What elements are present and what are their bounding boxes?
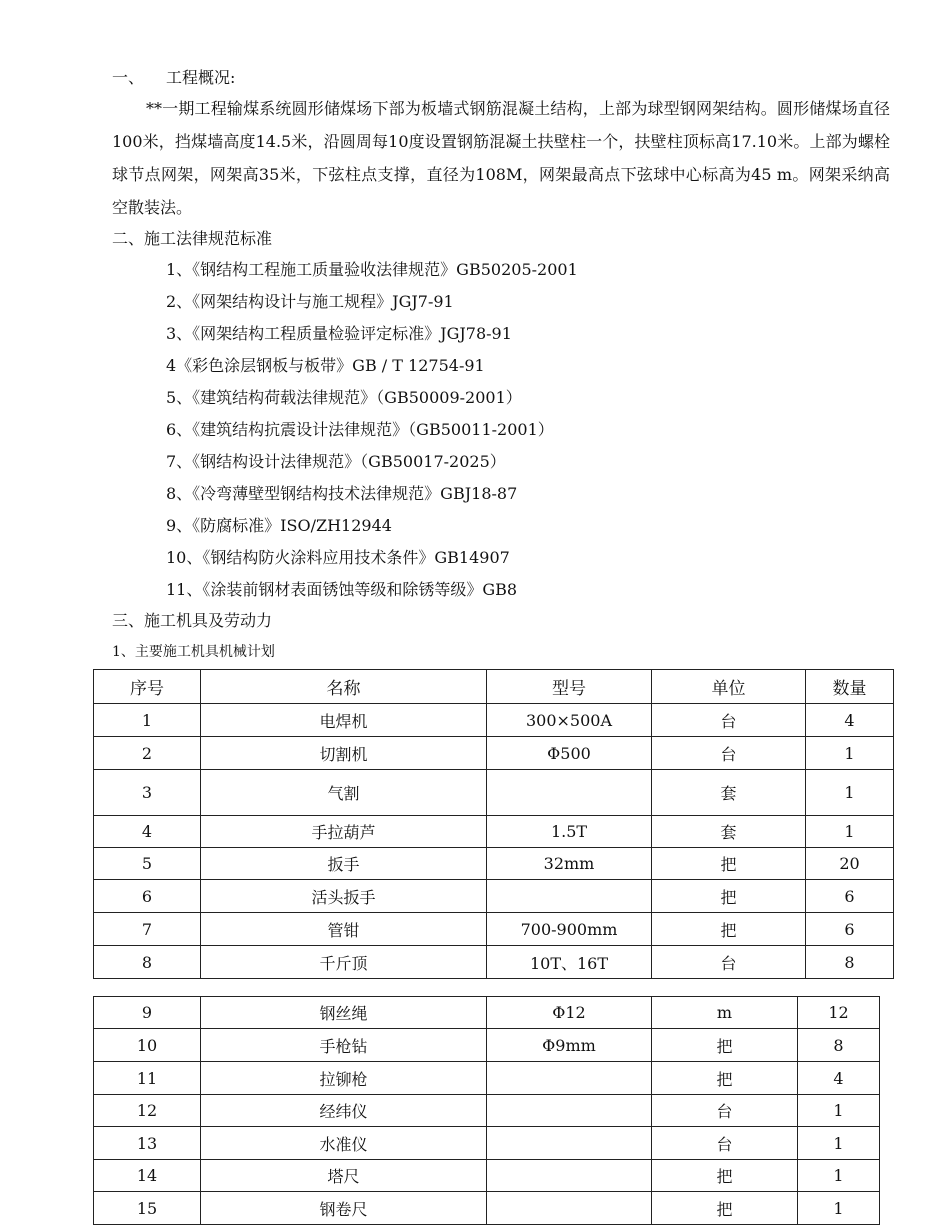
cell-model: [487, 1192, 652, 1225]
cell-name: 千斤顶: [201, 946, 487, 979]
cell-name: 水准仪: [201, 1127, 487, 1160]
cell-quantity: 6: [806, 913, 894, 946]
equipment-table-part2: [93, 996, 880, 1225]
cell-name: 气割: [201, 770, 487, 816]
cell-model: Φ12: [487, 997, 652, 1029]
cell-model: Φ500: [487, 737, 652, 770]
table-row: [94, 1029, 880, 1062]
table-header-cell: 数量: [806, 670, 894, 704]
cell-name: 手拉葫芦: [201, 816, 487, 848]
table-row: [94, 816, 894, 848]
cell-quantity: 4: [806, 704, 894, 737]
cell-model: [487, 880, 652, 913]
section-1-paragraph: [112, 92, 890, 224]
cell-unit: 台: [652, 946, 806, 979]
table-row: [94, 848, 894, 880]
table-row: [94, 997, 880, 1029]
section-1-title: 工程概况:: [166, 68, 236, 87]
cell-quantity: 8: [798, 1029, 880, 1062]
cell-model: 1.5T: [487, 816, 652, 848]
cell-quantity: 1: [806, 737, 894, 770]
cell-index: 9: [94, 997, 201, 1029]
standard-item: 10、《钢结构防火涂料应用技术条件》GB14907: [166, 548, 510, 567]
standard-item: 5、《建筑结构荷载法律规范》（GB50009-2001）: [166, 388, 522, 407]
cell-unit: 把: [652, 1160, 798, 1192]
table-row: [94, 770, 894, 816]
table-row: [94, 1192, 880, 1225]
cell-quantity: 4: [798, 1062, 880, 1095]
cell-name: 塔尺: [201, 1160, 487, 1192]
cell-quantity: 8: [806, 946, 894, 979]
cell-index: 7: [94, 913, 201, 946]
cell-model: 32mm: [487, 848, 652, 880]
cell-unit: 把: [652, 1029, 798, 1062]
table-row: [94, 1062, 880, 1095]
cell-quantity: 12: [798, 997, 880, 1029]
cell-quantity: 1: [798, 1127, 880, 1160]
cell-model: Φ9mm: [487, 1029, 652, 1062]
table-row: [94, 913, 894, 946]
standard-item: 8、《冷弯薄壁型钢结构技术法律规范》GBJ18-87: [166, 484, 518, 503]
cell-model: [487, 1127, 652, 1160]
cell-index: 12: [94, 1095, 201, 1127]
cell-quantity: 1: [798, 1160, 880, 1192]
cell-name: 经纬仪: [201, 1095, 487, 1127]
cell-name: 活头扳手: [201, 880, 487, 913]
cell-name: 扳手: [201, 848, 487, 880]
cell-model: 300×500A: [487, 704, 652, 737]
cell-quantity: 20: [806, 848, 894, 880]
cell-index: 15: [94, 1192, 201, 1225]
standard-item: 11、《涂装前钢材表面锈蚀等级和除锈等级》GB8: [166, 580, 518, 599]
cell-model: [487, 1062, 652, 1095]
cell-quantity: 1: [806, 816, 894, 848]
section-3-title: 三、施工机具及劳动力: [112, 611, 273, 630]
table-row: [94, 1095, 880, 1127]
standard-item: 7、《钢结构设计法律规范》（GB50017-2025）: [166, 452, 506, 471]
cell-name: 切割机: [201, 737, 487, 770]
cell-index: 2: [94, 737, 201, 770]
standard-item: 6、《建筑结构抗震设计法律规范》（GB50011-2001）: [166, 420, 554, 439]
cell-index: 14: [94, 1160, 201, 1192]
cell-quantity: 1: [798, 1192, 880, 1225]
cell-unit: 把: [652, 1062, 798, 1095]
table-header-row: [94, 670, 894, 704]
cell-unit: 套: [652, 770, 806, 816]
cell-unit: 台: [652, 1095, 798, 1127]
cell-unit: 把: [652, 848, 806, 880]
table-row: [94, 946, 894, 979]
cell-unit: 把: [652, 880, 806, 913]
table-row: [94, 704, 894, 737]
cell-model: 700-900mm: [487, 913, 652, 946]
cell-model: [487, 1095, 652, 1127]
table-header-cell: 序号: [94, 670, 201, 704]
cell-unit: m: [652, 997, 798, 1029]
cell-index: 1: [94, 704, 201, 737]
cell-name: 拉铆枪: [201, 1062, 487, 1095]
section-1-number: 一、: [112, 68, 145, 87]
equipment-table-part1: [93, 669, 894, 979]
cell-index: 10: [94, 1029, 201, 1062]
cell-model: 10T、16T: [487, 946, 652, 979]
cell-unit: 台: [652, 1127, 798, 1160]
cell-quantity: 1: [798, 1095, 880, 1127]
standard-item: 9、《防腐标准》ISO/ZH12944: [166, 516, 392, 535]
cell-index: 8: [94, 946, 201, 979]
table-row: [94, 737, 894, 770]
cell-name: 管钳: [201, 913, 487, 946]
table-row: [94, 880, 894, 913]
section-2-title: 二、施工法律规范标准: [112, 229, 273, 248]
standard-item: 4《彩色涂层钢板与板带》GB / T 12754-91: [166, 356, 485, 375]
table-row: [94, 1127, 880, 1160]
standard-item: 1、《钢结构工程施工质量验收法律规范》GB50205-2001: [166, 260, 578, 279]
table-row: [94, 1160, 880, 1192]
cell-unit: 台: [652, 704, 806, 737]
cell-index: 3: [94, 770, 201, 816]
cell-index: 4: [94, 816, 201, 848]
cell-index: 6: [94, 880, 201, 913]
cell-index: 5: [94, 848, 201, 880]
cell-unit: 套: [652, 816, 806, 848]
cell-quantity: 6: [806, 880, 894, 913]
standard-item: 3、《网架结构工程质量检验评定标准》JGJ78-91: [166, 324, 512, 343]
cell-model: [487, 1160, 652, 1192]
standard-item: 2、《网架结构设计与施工规程》JGJ7-91: [166, 292, 454, 311]
cell-index: 13: [94, 1127, 201, 1160]
section-1-paragraph-text: **一期工程输煤系统圆形储煤场下部为板墙式钢筋混凝土结构，上部为球型钢网架结构。圆形储煤场直径100米，挡煤墙高度14.5米，沿圆周每10度设置钢筋混凝土扶壁柱一个，扶壁柱顶标高17.10米。上部为螺栓球节点网架，网架高35米，下弦柱点支撑，直径为108M，网架最高点下弦球中心标高为45 m。网架采纳高空散装法。: [112, 99, 890, 217]
table-header-cell: 型号: [487, 670, 652, 704]
cell-unit: 台: [652, 737, 806, 770]
cell-name: 钢丝绳: [201, 997, 487, 1029]
section-3-subtitle: 1、主要施工机具机械计划: [112, 644, 275, 660]
cell-name: 电焊机: [201, 704, 487, 737]
cell-unit: 把: [652, 913, 806, 946]
cell-model: [487, 770, 652, 816]
cell-index: 11: [94, 1062, 201, 1095]
cell-name: 手枪钻: [201, 1029, 487, 1062]
table-header-cell: 单位: [652, 670, 806, 704]
cell-quantity: 1: [806, 770, 894, 816]
table-header-cell: 名称: [201, 670, 487, 704]
cell-name: 钢卷尺: [201, 1192, 487, 1225]
cell-unit: 把: [652, 1192, 798, 1225]
